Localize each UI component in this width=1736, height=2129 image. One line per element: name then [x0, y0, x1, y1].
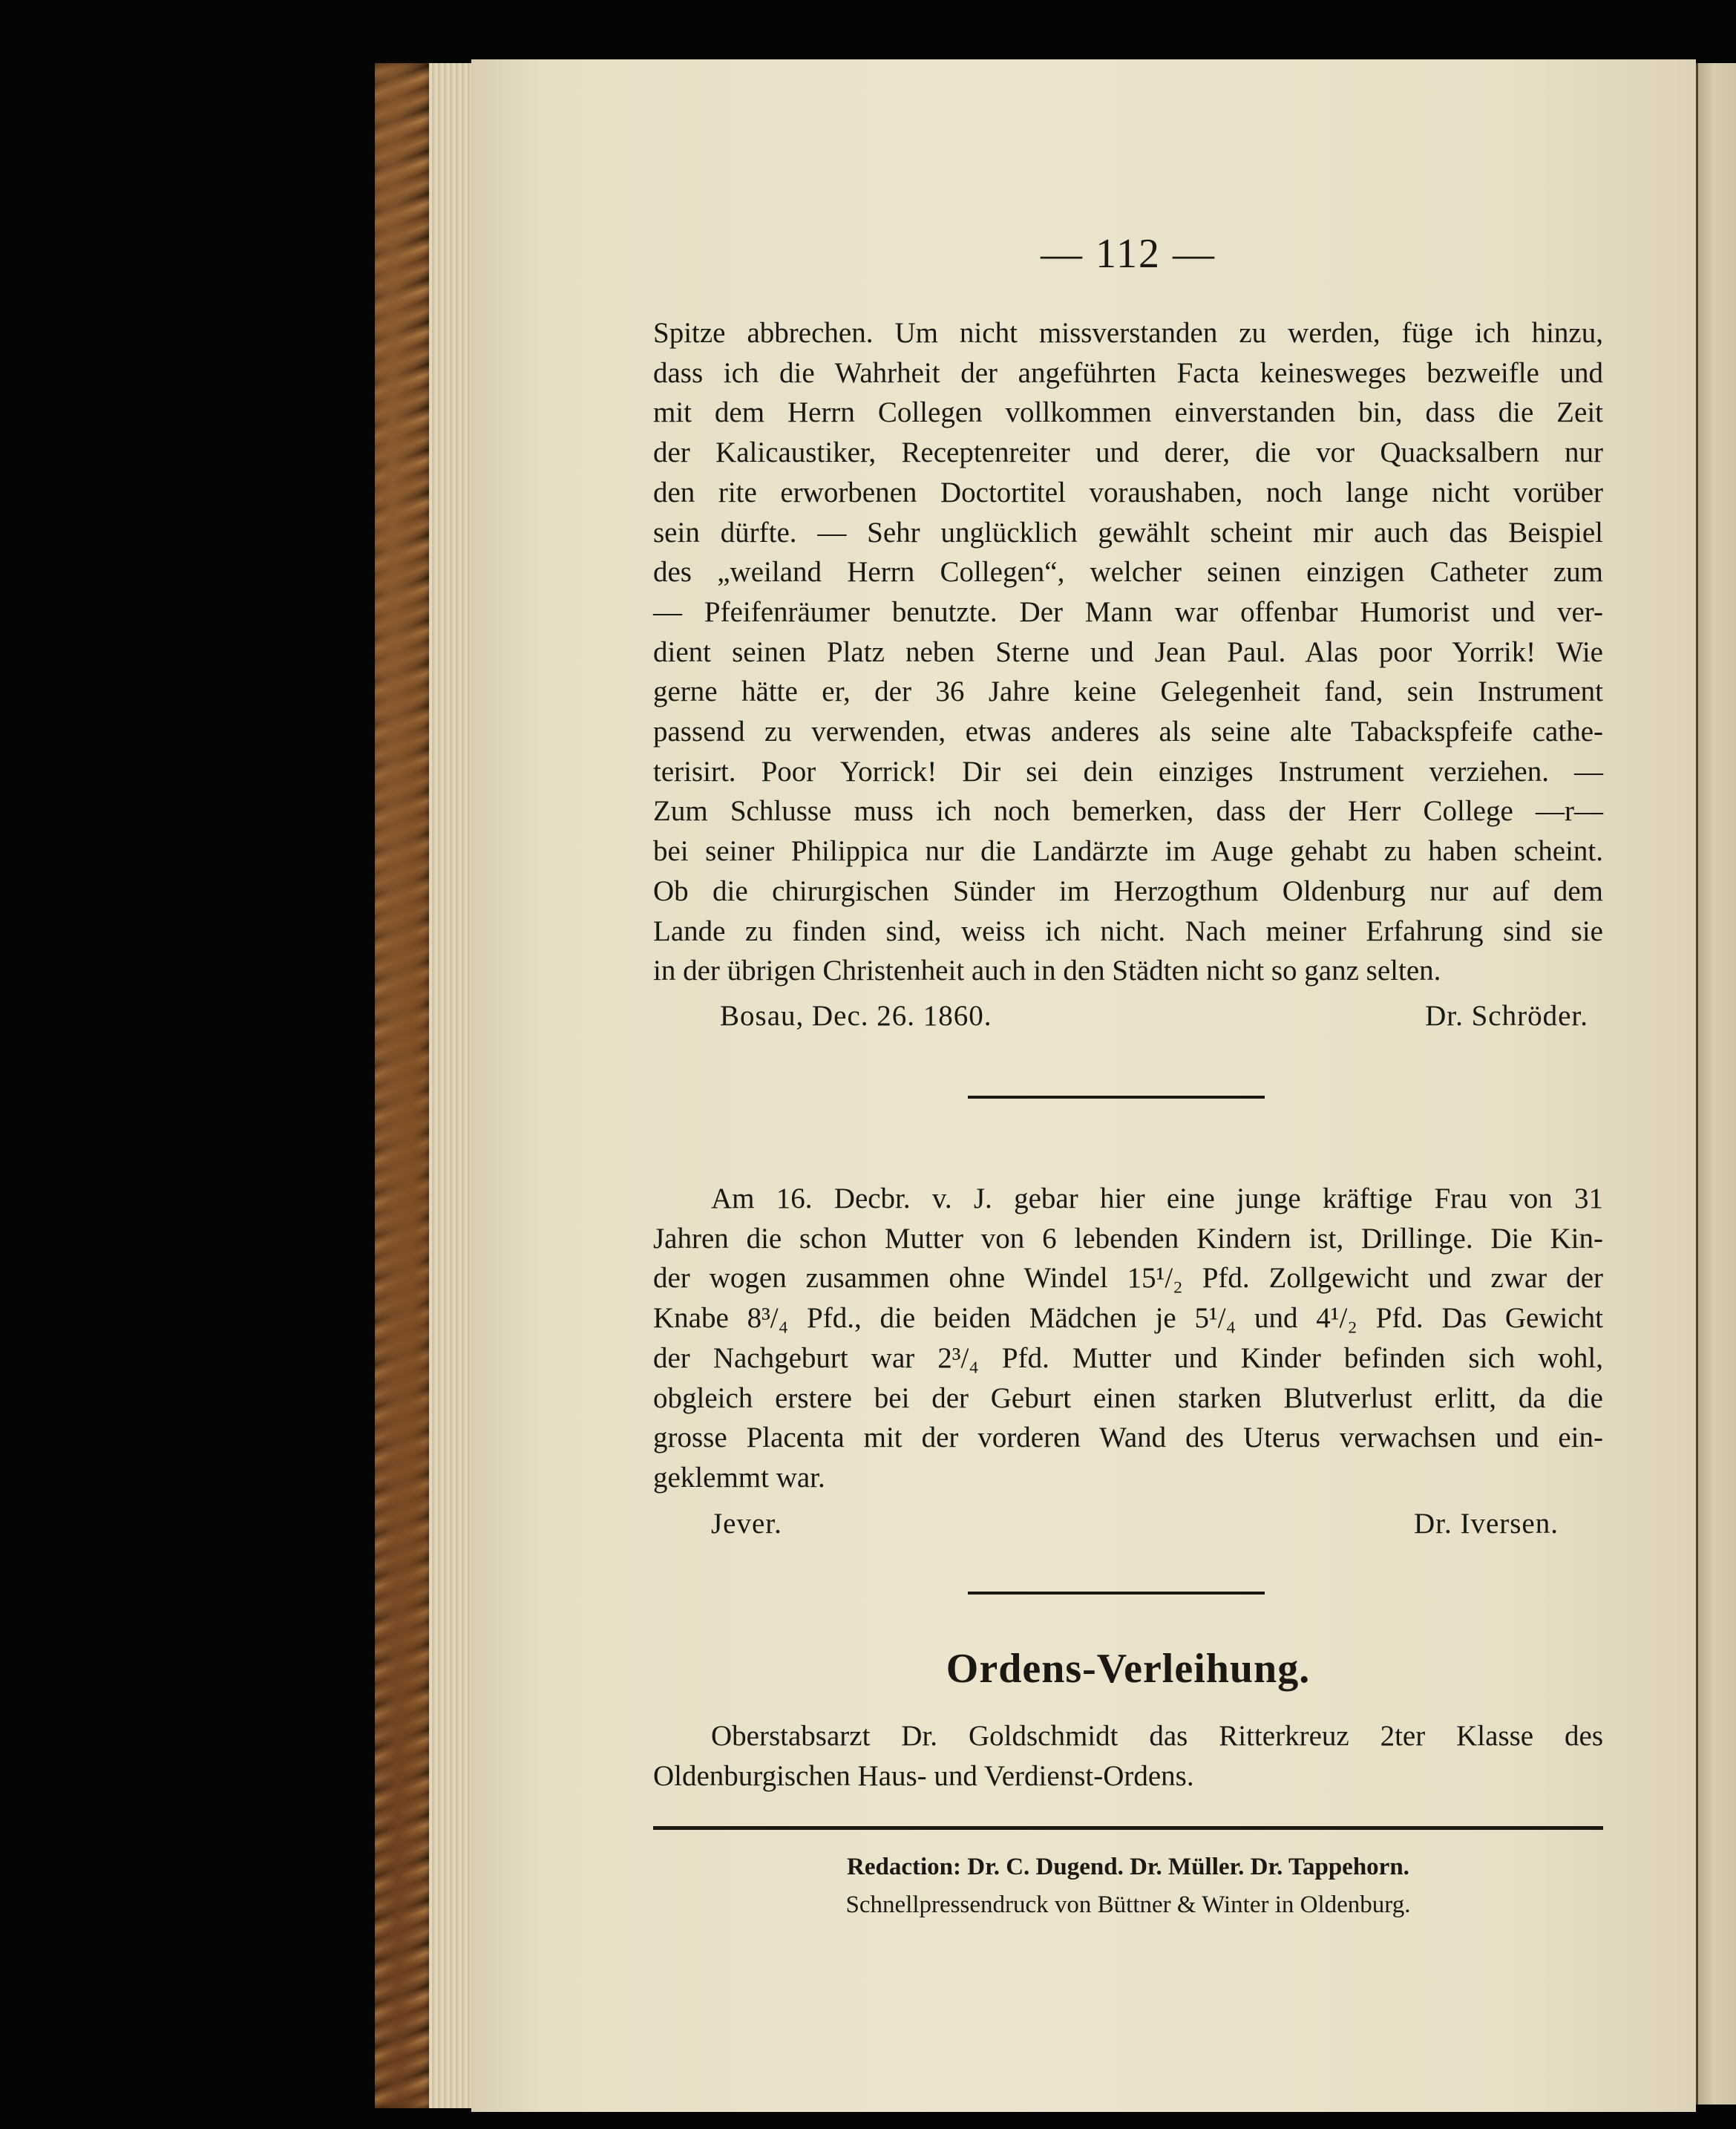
text-line: der wogen zusammen ohne Windel 15¹/₂ Pfd. Zollgewicht und zwar der	[653, 1262, 1603, 1295]
footer	[653, 1848, 1603, 1924]
text-line: terisirt. Poor Yorrick! Dir sei dein einziges Instrument verziehen. —	[653, 755, 1603, 788]
place: Jever.	[711, 1508, 782, 1540]
author-name: Dr. Schröder.	[1425, 1000, 1588, 1032]
text-line: Am 16. Decbr. v. J. gebar hier eine junge kräftige Frau von 31	[711, 1183, 1603, 1214]
text-line: der Nachgeburt war 2³/₄ Pfd. Mutter und Kinder befinden sich wohl,	[653, 1341, 1603, 1374]
footer-rule	[653, 1826, 1603, 1830]
text-line: den rite erworbenen Doctortitel voraushaben, noch lange nicht vorüber	[653, 476, 1603, 508]
footer-redaction: Redaction: Dr. C. Dugend. Dr. Müller. Dr. Tappehorn.	[847, 1854, 1409, 1880]
text-line: Oldenburgischen Haus- und Verdienst-Ordens.	[653, 1759, 1194, 1792]
section-heading: Ordens-Verleihung.	[946, 1646, 1311, 1692]
page-number: — 112 —	[1041, 231, 1216, 277]
article-ordens-text	[653, 1716, 1603, 1796]
text-line: grosse Placenta mit der vorderen Wand des Uterus verwachsen und ein-	[653, 1422, 1603, 1454]
text-line: in der übrigen Christenheit auch in den Städten nicht so ganz selten.	[653, 955, 1441, 987]
text-line: Spitze abbrechen. Um nicht missverstanden zu werden, füge ich hinzu,	[653, 317, 1603, 349]
text-line: Zum Schlusse muss ich noch bemerken, dass der Herr College —r—	[653, 795, 1603, 828]
text-line: der Kalicaustiker, Receptenreiter und derer, die vor Quacksalbern nur	[653, 436, 1603, 469]
text-line: dient seinen Platz neben Sterne und Jean Paul. Alas poor Yorrik! Wie	[653, 635, 1603, 668]
place-date: Bosau, Dec. 26. 1860.	[720, 1000, 992, 1032]
page-edges	[429, 63, 475, 2108]
next-page-edge	[1696, 63, 1736, 2105]
text-line: Oberstabsarzt Dr. Goldschmidt das Ritterkreuz 2ter Klasse des	[711, 1720, 1603, 1752]
section-divider	[968, 1096, 1265, 1099]
author-name: Dr. Iversen.	[1413, 1508, 1559, 1540]
text-line: Ob die chirurgischen Sünder im Herzogthum Oldenburg nur auf dem	[653, 874, 1603, 907]
text-line: sein dürfte. — Sehr unglücklich gewählt scheint mir auch das Beispiel	[653, 516, 1603, 549]
article-iversen-text	[653, 1179, 1603, 1498]
footer-printer: Schnellpressendruck von Büttner & Winter in Oldenburg.	[845, 1891, 1411, 1918]
text-line: des „weiland Herrn Collegen“, welcher seinen einzigen Catheter zum	[653, 556, 1603, 589]
text-line: — Pfeifenräumer benutzte. Der Mann war offenbar Humorist und ver-	[653, 595, 1603, 628]
section-divider	[968, 1592, 1265, 1595]
text-line: mit dem Herrn Collegen vollkommen einverstanden bin, dass die Zeit	[653, 396, 1603, 429]
text-line: passend zu verwenden, etwas anderes als seine alte Tabackspfeife cathe-	[653, 716, 1603, 748]
text-line: Jahren die schon Mutter von 6 lebenden Kindern ist, Drillinge. Die Kin-	[653, 1222, 1603, 1255]
text-line: Knabe 8³/₄ Pfd., die beiden Mädchen je 5¹/₄ und 4¹/₂ Pfd. Das Gewicht	[653, 1302, 1603, 1335]
text-line: geklemmt war.	[653, 1461, 825, 1494]
book-cover-edge	[375, 63, 434, 2108]
text-line: gerne hätte er, der 36 Jahre keine Gelegenheit fand, sein Instrument	[653, 676, 1603, 708]
text-line: Lande zu finden sind, weiss ich nicht. Nach meiner Erfahrung sind sie	[653, 915, 1603, 947]
article-schroeder-text	[653, 313, 1603, 991]
text-line: dass ich die Wahrheit der angeführten Facta keinesweges bezweifle und	[653, 356, 1603, 389]
text-line: bei seiner Philippica nur die Landärzte im Auge gehabt zu haben scheint.	[653, 835, 1603, 868]
text-line: obgleich erstere bei der Geburt einen starken Blutverlust erlitt, da die	[653, 1381, 1603, 1414]
